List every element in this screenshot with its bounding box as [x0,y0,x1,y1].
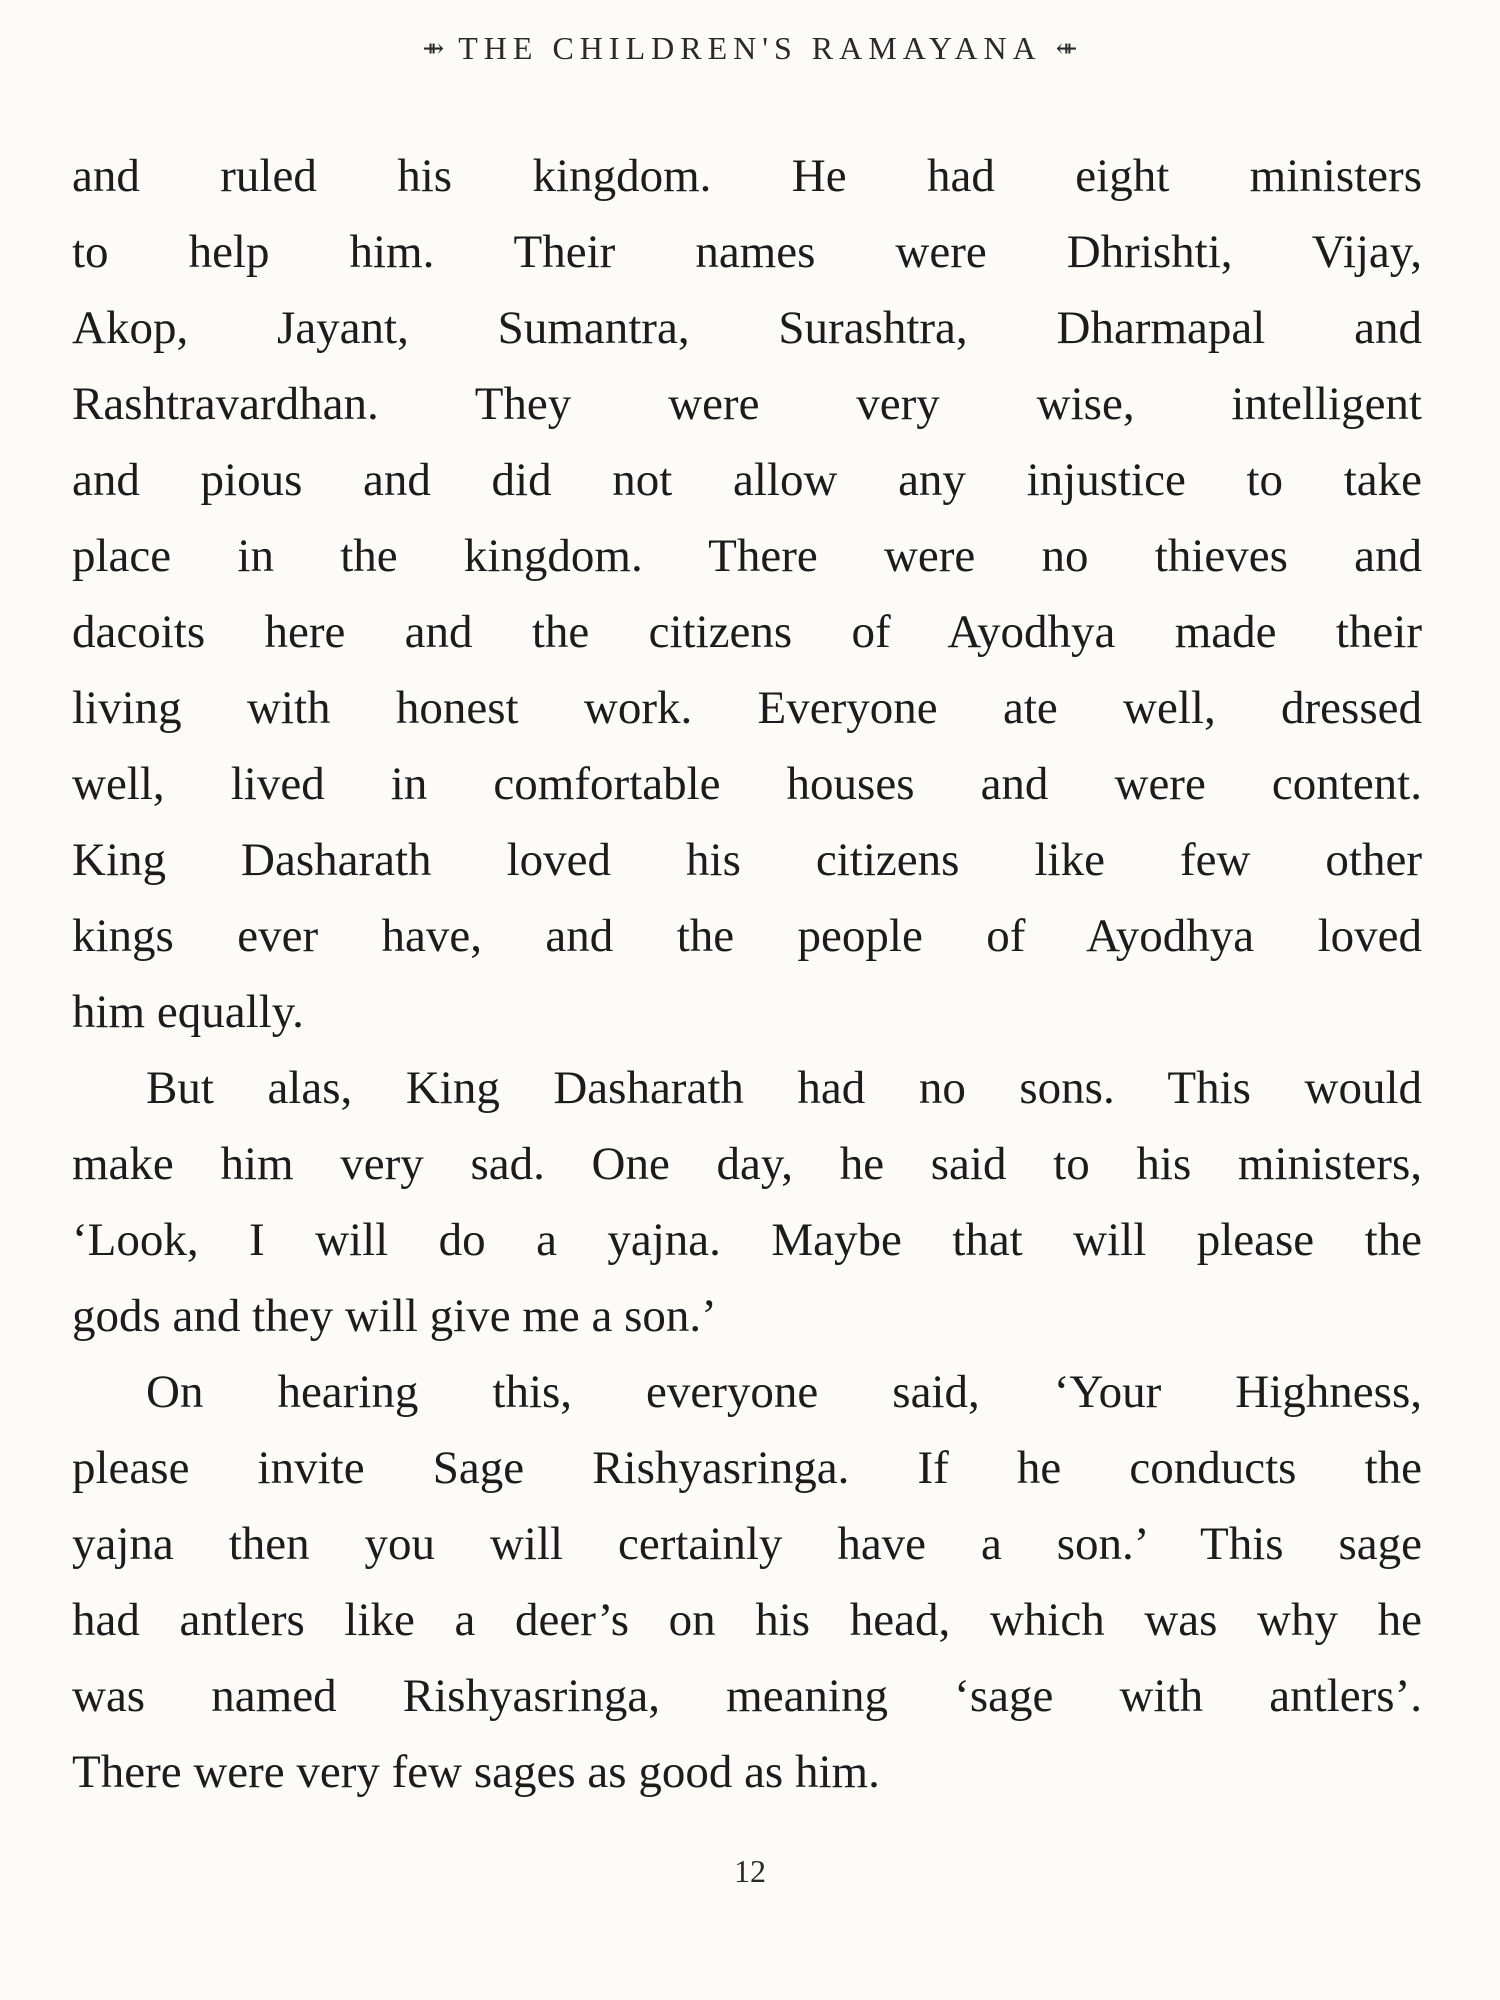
text-line: him equally. [72,986,304,1038]
text-line: was named Rishyasringa, meaning ‘sage with antlers’. [72,1670,1422,1722]
text-line: and ruled his kingdom. He had eight ministers [72,150,1422,202]
right-ornament-icon: ⇺ [1055,34,1078,63]
text-line: But alas, King Dasharath had no sons. This would [146,1062,1422,1114]
text-line: ‘Look, I will do a yajna. Maybe that will please the [72,1214,1422,1266]
text-line: living with honest work. Everyone ate well, dressed [72,682,1422,734]
text-line: place in the kingdom. There were no thieves and [72,530,1422,582]
running-head-title: THE CHILDREN'S RAMAYANA [458,30,1042,66]
paragraph-1 [72,138,1422,1050]
text-line: On hearing this, everyone said, ‘Your Highness, [146,1366,1422,1418]
page-number: 12 [734,1853,766,1889]
running-head [0,30,1500,67]
text-line: well, lived in comfortable houses and were content. [72,758,1422,810]
text-line: please invite Sage Rishyasringa. If he conducts the [72,1442,1422,1494]
text-line: gods and they will give me a son.’ [72,1290,717,1342]
body-text [72,138,1422,1810]
text-line: make him very sad. One day, he said to his ministers, [72,1138,1422,1190]
paragraph-2 [72,1050,1422,1354]
text-line: King Dasharath loved his citizens like few other [72,834,1422,886]
text-line: Akop, Jayant, Sumantra, Surashtra, Dharmapal and [72,302,1422,354]
text-line: Rashtravardhan. They were very wise, intelligent [72,378,1422,430]
text-line: There were very few sages as good as him. [72,1746,880,1798]
text-line: yajna then you will certainly have a son.’ This sage [72,1518,1422,1570]
text-line: had antlers like a deer’s on his head, which was why he [72,1594,1422,1646]
text-line: and pious and did not allow any injustice to take [72,454,1422,506]
text-line: kings ever have, and the people of Ayodhya loved [72,910,1422,962]
text-line: dacoits here and the citizens of Ayodhya made their [72,606,1422,658]
paragraph-3 [72,1354,1422,1810]
text-line: to help him. Their names were Dhrishti, Vijay, [72,226,1422,278]
left-ornament-icon: ⇻ [422,34,445,63]
